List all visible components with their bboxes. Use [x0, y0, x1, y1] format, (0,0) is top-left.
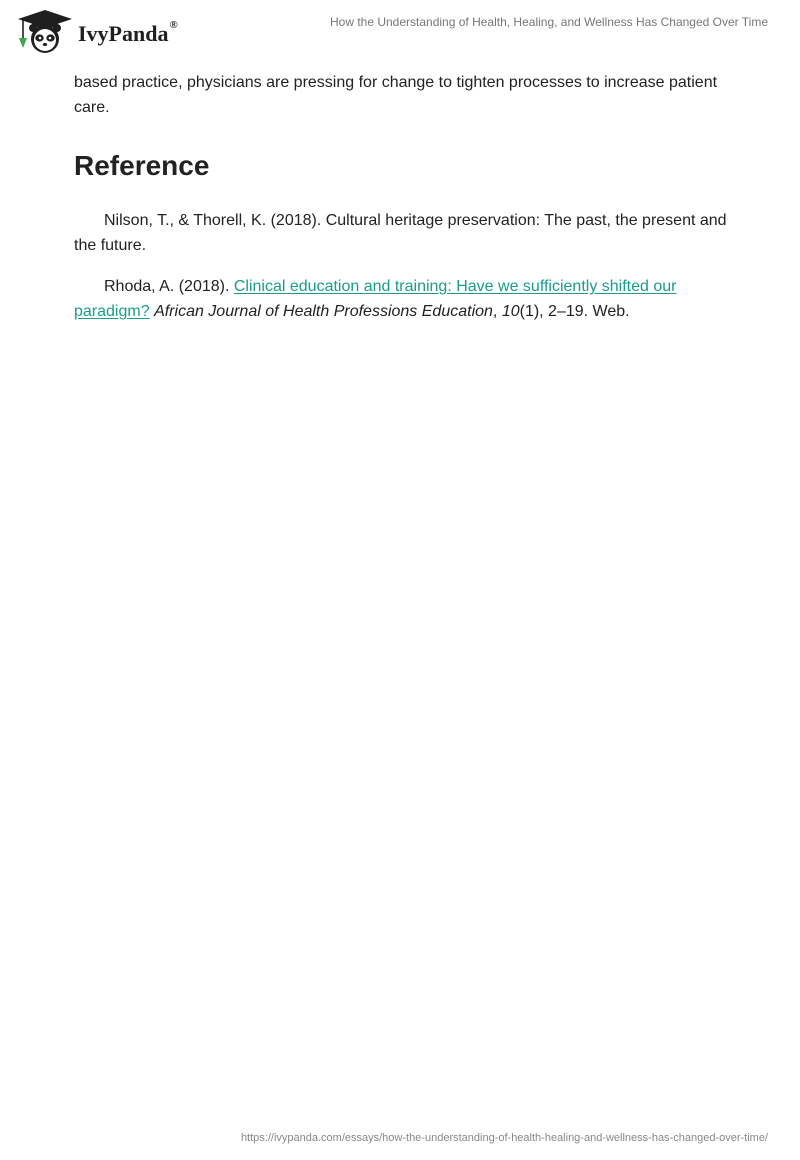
- journal-title: African Journal of Health Professions Education: [154, 303, 493, 320]
- running-title: How the Understanding of Health, Healing, and Wellness Has Changed Over Time: [329, 15, 768, 29]
- page-content: [74, 70, 734, 324]
- references-heading: Reference: [74, 150, 210, 181]
- ivypanda-logo[interactable]: [14, 8, 204, 56]
- reference-lead: Rhoda, A. (2018).: [104, 278, 234, 295]
- journal-volume: 10: [501, 303, 520, 320]
- reference-link[interactable]: Clinical education and training: Have we sufficiently shifted our paradigm?: [74, 278, 677, 320]
- brand-name: IvyPanda®: [78, 19, 178, 46]
- reference-item: Nilson, T., & Thorell, K. (2018). Cultural heritage preservation: The past, the present and the future.: [74, 212, 727, 254]
- panda-graduate-icon: [14, 8, 76, 56]
- continued-paragraph: based practice, physicians are pressing for change to tighten processes to increase patient care.: [74, 74, 718, 116]
- reference-item: [74, 274, 734, 324]
- reference-separator: ,: [492, 303, 502, 320]
- page-header: [0, 0, 800, 62]
- registered-mark: ®: [169, 19, 178, 31]
- reference-tail: (1), 2–19. Web.: [519, 303, 630, 320]
- footer-url: https://ivypanda.com/essays/how-the-understanding-of-health-healing-and-wellness-has-changed-over-time/: [240, 1132, 768, 1144]
